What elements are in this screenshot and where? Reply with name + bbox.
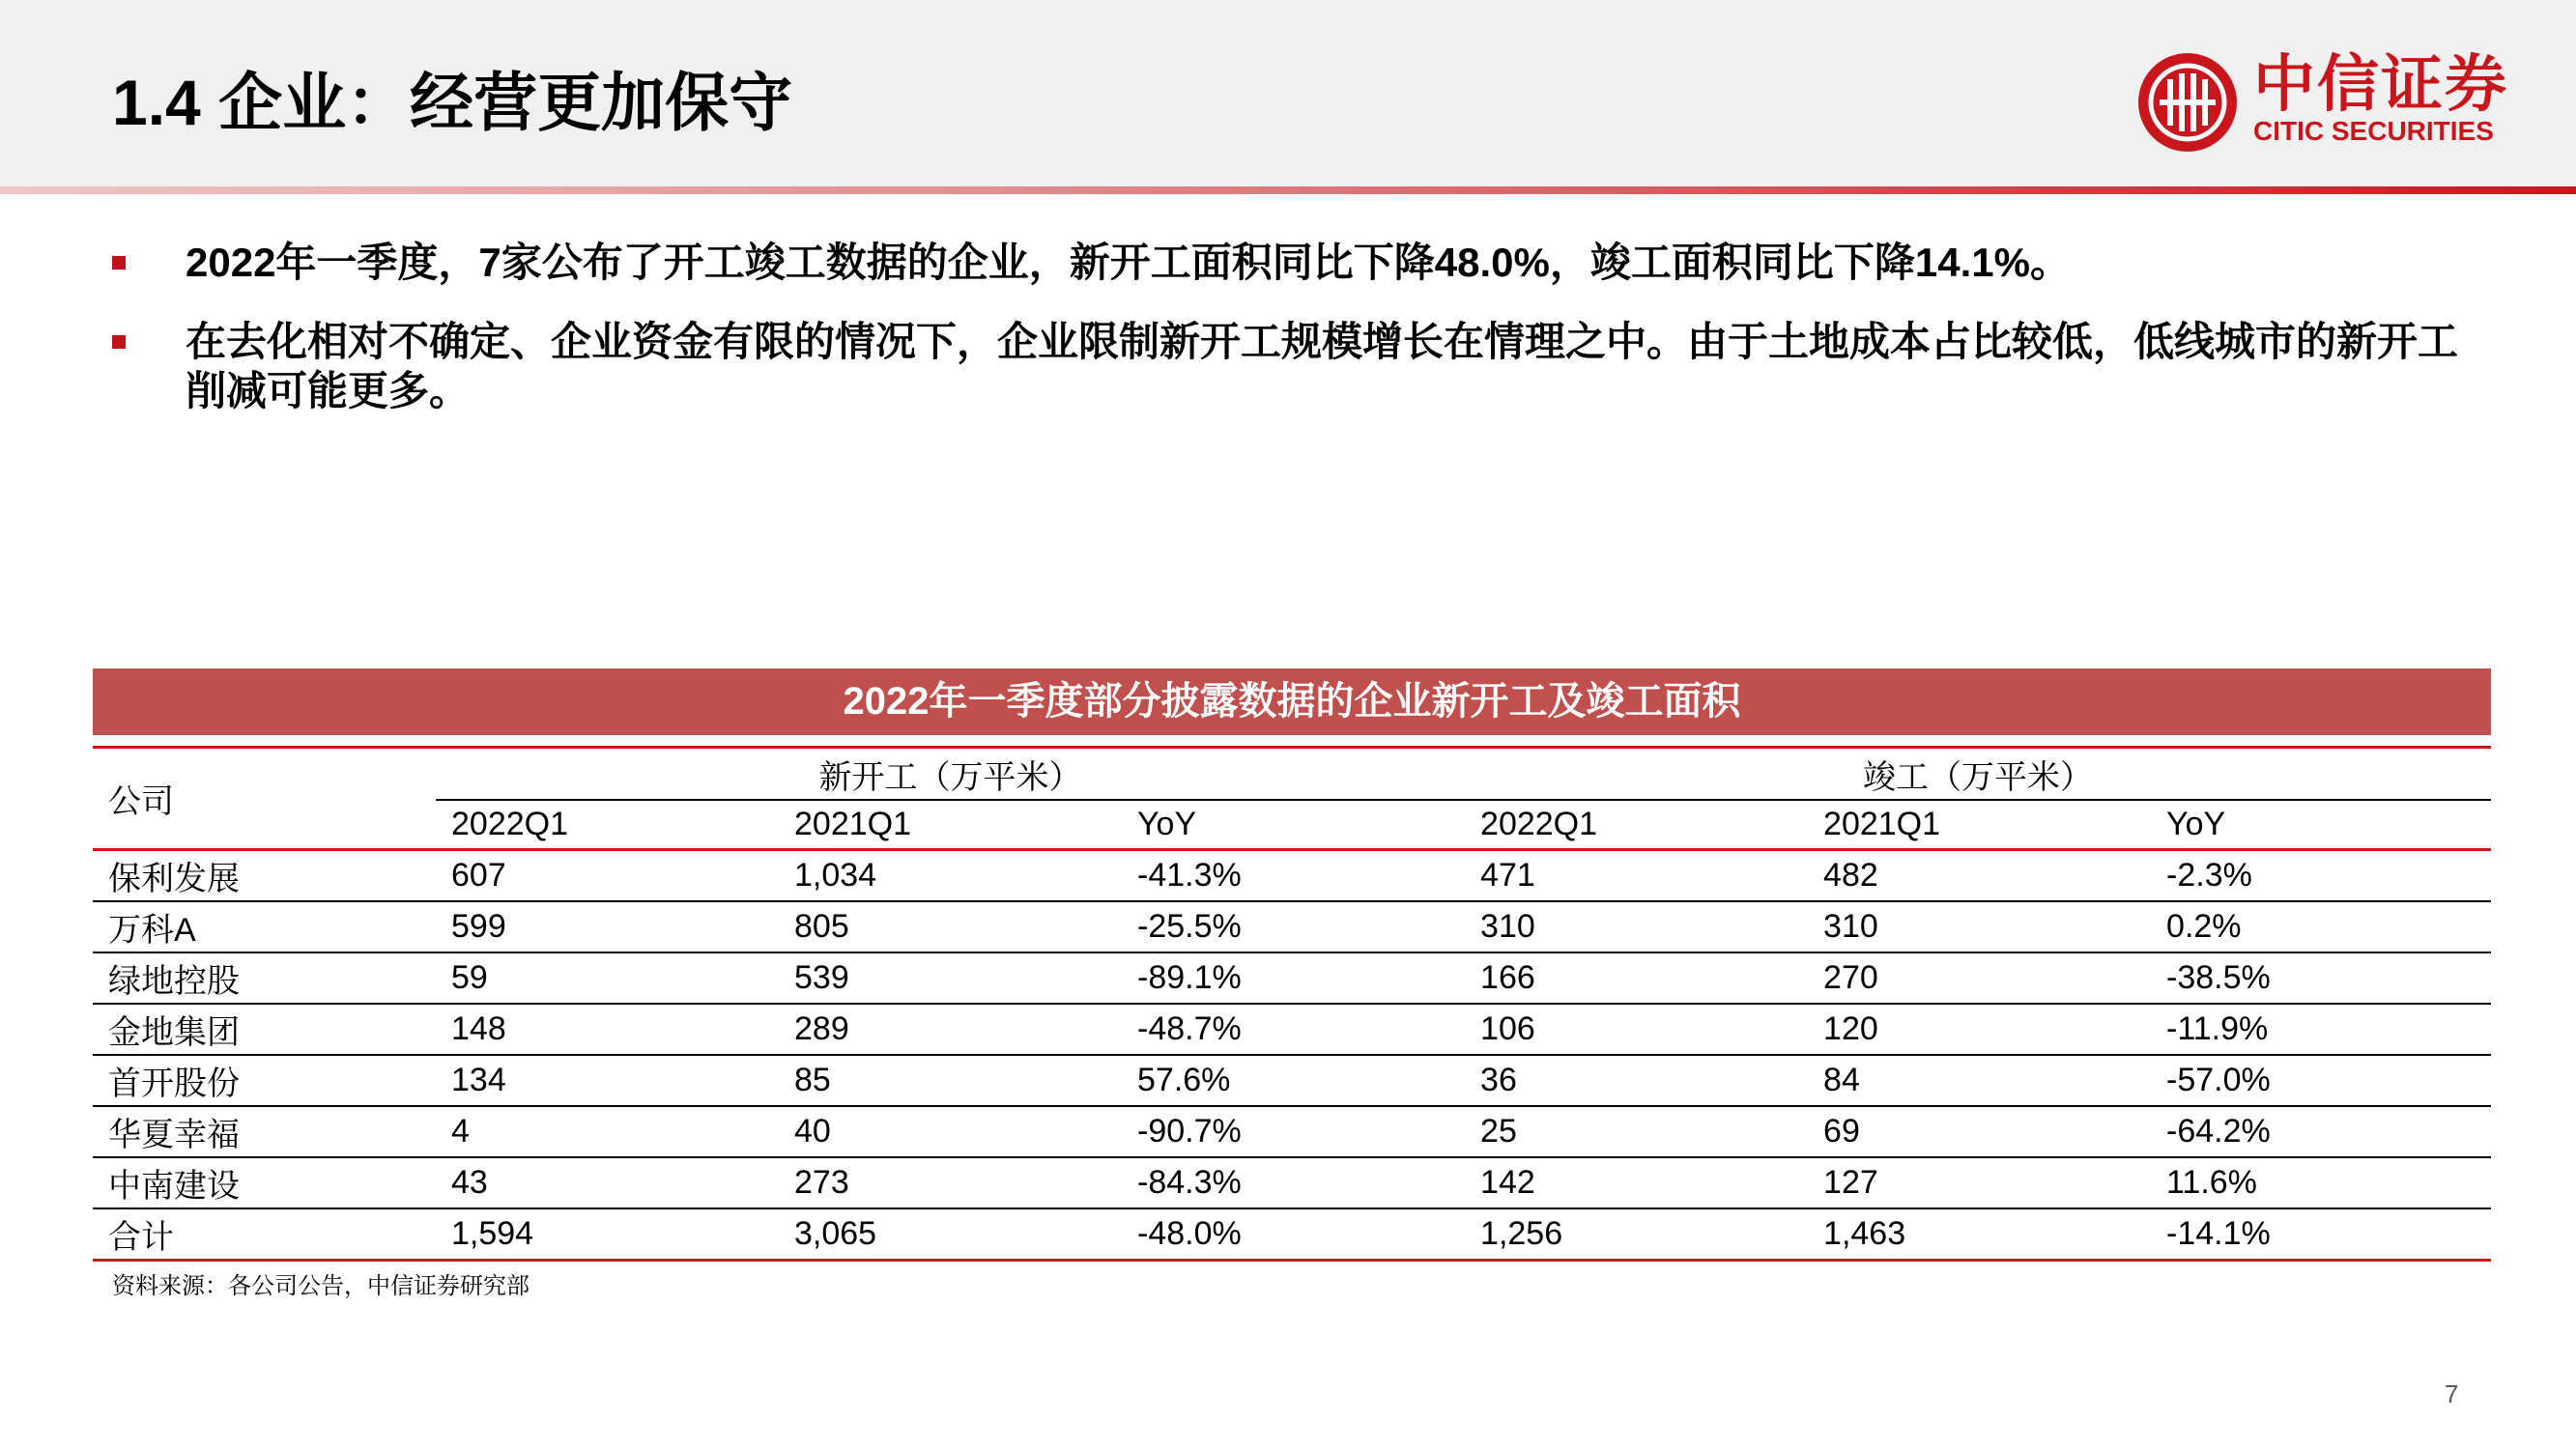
table-cell: 134 (436, 1055, 779, 1106)
table-cell: 539 (779, 952, 1122, 1004)
table-row (93, 850, 2491, 902)
table-cell: -89.1% (1122, 952, 1465, 1004)
logo-chinese-name: 中信证券 (2253, 48, 2508, 121)
table-row (93, 1106, 2491, 1157)
table-cell: -41.3% (1122, 850, 1465, 902)
table-total-row (93, 1208, 2491, 1261)
logo-english-name: CITIC SECURITIES (2253, 116, 2494, 146)
table-cell: 270 (1808, 952, 2151, 1004)
table-cell: 43 (436, 1157, 779, 1208)
table-row (93, 901, 2491, 952)
table-cell: 11.6% (2151, 1157, 2491, 1208)
bullet-text: 2022年一季度，7家公布了开工竣工数据的企业，新开工面积同比下降48.0%，竣工面积同比下降14.1%。 (186, 240, 2071, 285)
table-title: 2022年一季度部分披露数据的企业新开工及竣工面积 (93, 668, 2491, 735)
group-header-completions: 竣工（万平米） (1465, 748, 2491, 801)
table-cell: 289 (779, 1004, 1122, 1055)
column-header: 2021Q1 (779, 800, 1122, 850)
table-cell: 120 (1808, 1004, 2151, 1055)
source-note: 资料来源：各公司公告，中信证券研究部 (112, 1273, 530, 1299)
data-table (93, 746, 2491, 1262)
table-cell: 57.6% (1122, 1055, 1465, 1106)
table-cell: 142 (1465, 1157, 1808, 1208)
table-group-header-row (93, 748, 2491, 801)
table-cell: 148 (436, 1004, 779, 1055)
table-cell: -2.3% (2151, 850, 2491, 902)
company-cell: 华夏幸福 (93, 1106, 436, 1157)
table-cell: 25 (1465, 1106, 1808, 1157)
table-cell: 106 (1465, 1004, 1808, 1055)
table-cell: -64.2% (2151, 1106, 2491, 1157)
citic-logo (2135, 48, 2508, 152)
group-header-new-starts: 新开工（万平米） (436, 748, 1465, 801)
column-header: YoY (2151, 800, 2491, 850)
table-cell: 40 (779, 1106, 1122, 1157)
table-cell: -38.5% (2151, 952, 2491, 1004)
table-cell: 482 (1808, 850, 2151, 902)
company-cell: 金地集团 (93, 1004, 436, 1055)
table-subheader-row (93, 800, 2491, 850)
table-cell: 1,594 (436, 1208, 779, 1261)
table-cell: 310 (1465, 901, 1808, 952)
table-cell: 166 (1465, 952, 1808, 1004)
bullet-text: 在去化相对不确定、企业资金有限的情况下，企业限制新开工规模增长在情理之中。由于土地成本占比较低，低线城市的新开工削减可能更多。 (186, 319, 2459, 413)
company-cell: 首开股份 (93, 1055, 436, 1106)
table-cell: 59 (436, 952, 779, 1004)
table-cell: 85 (779, 1055, 1122, 1106)
title-divider (0, 186, 2576, 194)
citic-emblem-icon (2135, 50, 2240, 155)
column-header: 2022Q1 (436, 800, 779, 850)
square-bullet-icon (112, 256, 126, 270)
table-row (93, 1055, 2491, 1106)
table-cell: -11.9% (2151, 1004, 2491, 1055)
table-cell: 36 (1465, 1055, 1808, 1106)
square-bullet-icon (112, 335, 126, 349)
bullet-list (112, 238, 2479, 445)
table-cell: 805 (779, 901, 1122, 952)
company-cell: 绿地控股 (93, 952, 436, 1004)
page-number: 7 (2445, 1379, 2459, 1408)
table-cell: 1,034 (779, 850, 1122, 902)
table-cell: 310 (1808, 901, 2151, 952)
table-cell: 4 (436, 1106, 779, 1157)
table-cell: 1,256 (1465, 1208, 1808, 1261)
table-row (93, 1157, 2491, 1208)
table-cell: -14.1% (2151, 1208, 2491, 1261)
company-cell: 合计 (93, 1208, 436, 1261)
bullet-item (112, 317, 2479, 415)
table-row (93, 952, 2491, 1004)
table-row (93, 1004, 2491, 1055)
table-cell: -48.0% (1122, 1208, 1465, 1261)
table-cell: -25.5% (1122, 901, 1465, 952)
page-title: 1.4 企业：经营更加保守 (112, 67, 793, 138)
table-cell: 599 (436, 901, 779, 952)
table-cell: 3,065 (779, 1208, 1122, 1261)
table-cell: 1,463 (1808, 1208, 2151, 1261)
table-cell: 471 (1465, 850, 1808, 902)
company-cell: 中南建设 (93, 1157, 436, 1208)
company-cell: 保利发展 (93, 850, 436, 902)
column-header-company: 公司 (93, 748, 436, 850)
table-cell: 273 (779, 1157, 1122, 1208)
table-cell: 607 (436, 850, 779, 902)
table-cell: -57.0% (2151, 1055, 2491, 1106)
bullet-item (112, 238, 2479, 287)
table-cell: 69 (1808, 1106, 2151, 1157)
table-cell: 127 (1808, 1157, 2151, 1208)
company-cell: 万科A (93, 901, 436, 952)
table-cell: -48.7% (1122, 1004, 1465, 1055)
table-cell: -90.7% (1122, 1106, 1465, 1157)
column-header: YoY (1122, 800, 1465, 850)
table-cell: -84.3% (1122, 1157, 1465, 1208)
table-cell: 84 (1808, 1055, 2151, 1106)
column-header: 2021Q1 (1808, 800, 2151, 850)
column-header: 2022Q1 (1465, 800, 1808, 850)
table-cell: 0.2% (2151, 901, 2491, 952)
